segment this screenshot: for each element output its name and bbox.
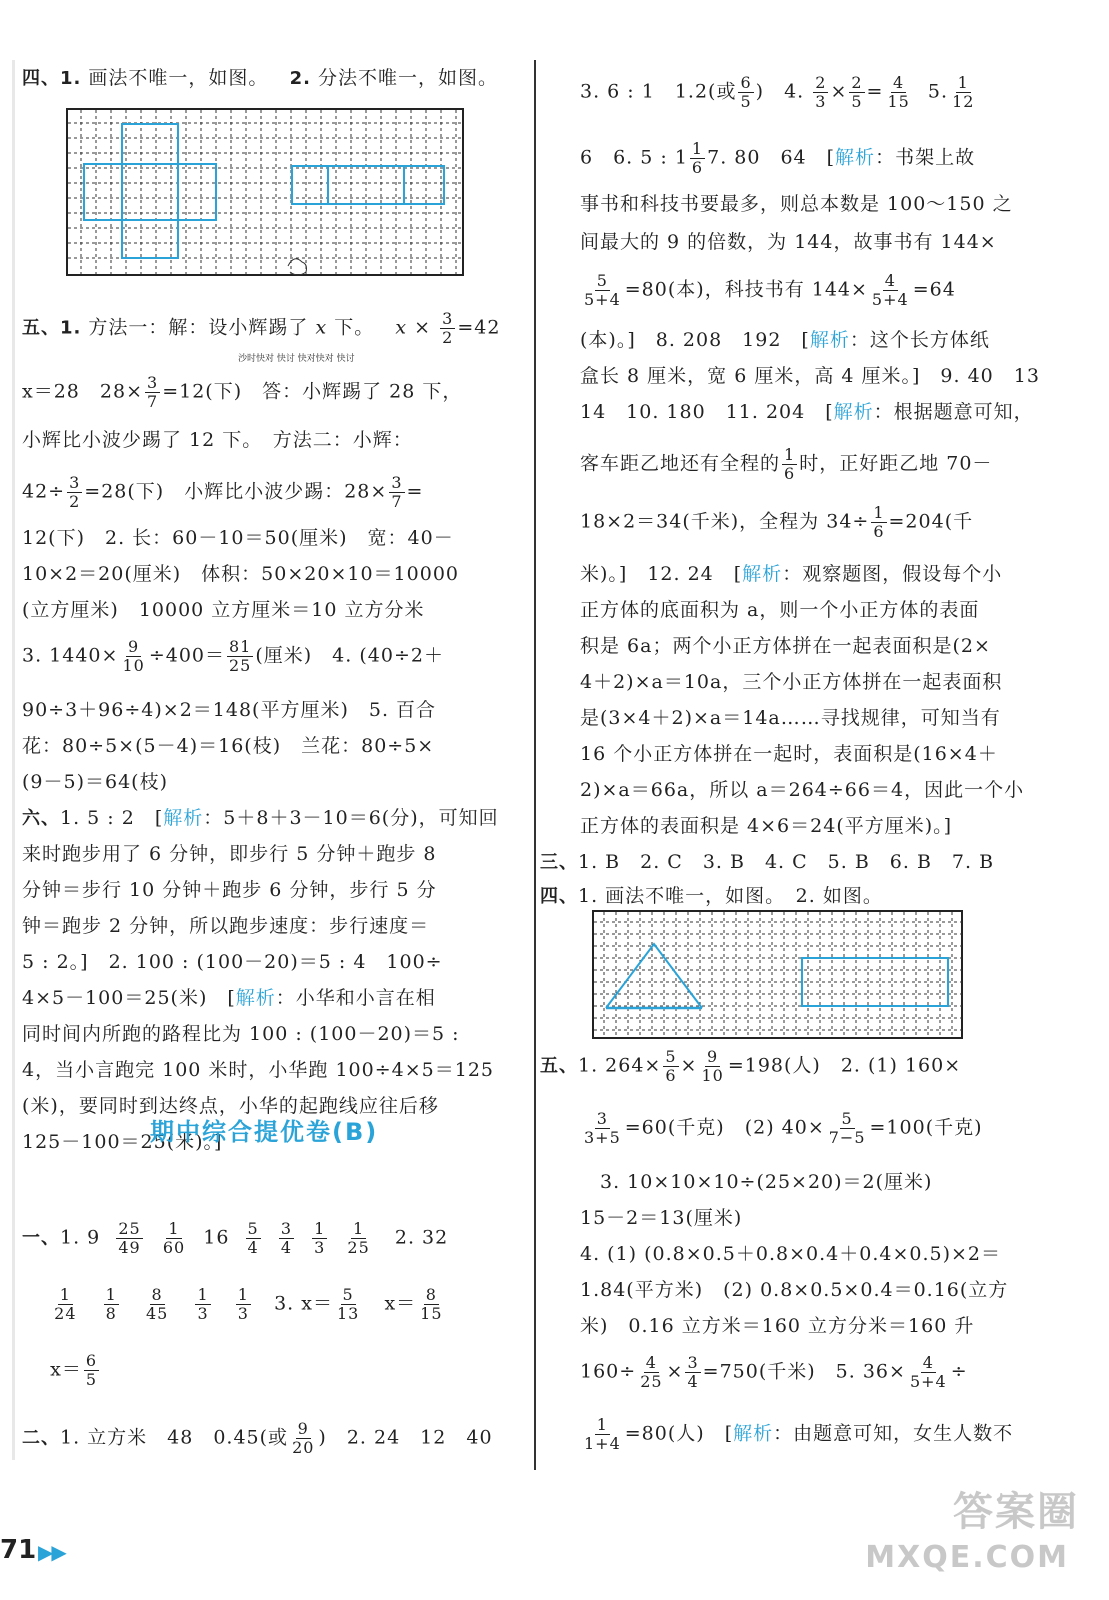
r-line-3: 事书和科技书要最多，则总本数是 100～150 之 (580, 193, 1013, 215)
fraction: $\frac{3}{2}$ (442, 309, 454, 347)
r-line-2: 6 6. 5 : 1 $\frac{1}{6}$ 7. 80 64 [解析：书架上故 (580, 139, 976, 177)
stamp-text: 沙时快对 快讨 快对快对 快讨 (238, 354, 355, 364)
s6-line-5: 5 : 2。] 2. 100 : (100－20)＝5 : 4 100÷ (22, 951, 443, 973)
s6-line-8: 4，当小言跑完 100 米时，小华跑 100÷4×5＝125 (22, 1059, 495, 1081)
section-4-line: 四、1. 画法不唯一，如图。 2. 分法不唯一，如图。 (22, 67, 498, 89)
s5-line-1: 五、1. 方法一：解：设小辉踢了 x 下。 x × $\frac{3}{2}$ =42 (22, 309, 501, 347)
r-line-24: 15－2＝13(厘米) (580, 1207, 743, 1229)
s5-line-11: (9－5)＝64(枝) (22, 771, 169, 793)
r-line-1: 3. 6 : 1 1.2(或 $\frac{6}{5}$ ) 4. $\frac{2}{3}$ × $\frac{2}{5}$ = $\frac{4}{15}$ 5. $\frac{1}{12}$ (580, 73, 975, 111)
r-line-19: 三、1. B 2. C 3. B 4. C 5. B 6. B 7. B (540, 851, 995, 873)
r-line-21: 五、1. 264× $\frac{5}{6}$ × $\frac{9}{10}$ =198(人) 2. (1) 160× (540, 1047, 962, 1085)
s6-line-4: 钟＝跑步 2 分钟，所以跑步速度：步行速度＝ (22, 915, 430, 937)
s6-line-9: (米)，要同时到达终点，小华的起跑线应往后移 (22, 1095, 439, 1117)
s5-line-8: 3. 1440× $\frac{9}{10}$ ÷400＝ $\frac{81}{25}$ (厘米) 4. (40÷2＋ (22, 637, 444, 675)
r-line-5: $\frac{5}{5+4}$ =80(本)，科技书有 144× $\frac{4}{5+4}$ =64 (584, 271, 956, 309)
b1-line-3: x＝ $\frac{6}{5}$ (50, 1351, 98, 1389)
s6-line-2: 来时跑步用了 6 分钟，即步行 5 分钟＋跑步 8 (22, 843, 437, 865)
r-line-13: 积是 6a；两个小正方体拼在一起表面积是(2× (580, 635, 991, 657)
s6-line-1: 六、1. 5 : 2 [解析：5＋8＋3－10＝6(分)，可知回 (22, 807, 499, 829)
section-title: 期中综合提优卷(B) (150, 1118, 379, 1146)
s5-line-9: 90÷3＋96÷4)×2＝148(平方厘米) 5. 百合 (22, 699, 437, 721)
watermark-url: MXQE.COM (865, 1540, 1069, 1575)
left-rect-horizontal (84, 164, 216, 220)
r-line-27: 米) 0.16 立方米＝160 立方分米＝160 升 (580, 1315, 975, 1337)
r-line-9: 客车距乙地还有全程的 $\frac{1}{6}$ 时，正好距乙地 70－ (580, 445, 993, 483)
r-line-12: 正方体的底面积为 a，则一个小正方体的表面 (580, 599, 980, 621)
r-line-28: 160÷ $\frac{4}{25}$ × $\frac{3}{4}$ =750(千米) 5. 36× $\frac{4}{5+4}$ ÷ (580, 1353, 968, 1391)
arrow-icon: ▶▶ (38, 1540, 65, 1564)
r-line-26: 1.84(平方米) (2) 0.8×0.5×0.4＝0.16(立方 (580, 1279, 1009, 1301)
b1-line-2: $\frac{1}{24}$ $\frac{1}{8}$ $\frac{8}{45}$ $\frac{1}{3}$ $\frac{1}{3}$ 3. x＝ $\frac{5}{13}$ x＝ $\frac{8}{15}$ (54, 1285, 443, 1323)
r-line-10: 18×2＝34(千米)，全程为 34÷ $\frac{1}{6}$ =204(千 (580, 503, 974, 541)
r-line-22: $\frac{3}{3+5}$ =60(千克) (2) 40× $\frac{5}{7-5}$ =100(千克) (584, 1109, 983, 1147)
s5-line-4: 42÷ $\frac{3}{2}$ =28(下) 小辉比小波少踢：28× $\frac{3}{7}$ = (22, 473, 424, 511)
s5-line-10: 花：80÷5×(5－4)＝16(枝) 兰花：80÷5× (22, 735, 435, 757)
r-line-15: 是(3×4＋2)×a＝14a……寻找规律，可知当有 (580, 707, 1001, 729)
r-line-11: 米)。] 12. 24 [解析：观察题图，假设每个小 (580, 563, 1003, 585)
page-number: 71 (0, 1535, 37, 1565)
s5-line-2: x＝28 28× $\frac{3}{7}$ =12(下) 答：小辉踢了 28 下， (22, 373, 463, 411)
r-line-16: 16 个小正方体拼在一起时，表面积是(16×4＋ (580, 743, 998, 765)
r-line-20: 四、1. 画法不唯一，如图。 2. 如图。 (540, 885, 883, 907)
r-line-17: 2)×a＝66a，所以 a＝264÷66＝4，因此一个小 (580, 779, 1025, 801)
s6-line-7: 同时间内所跑的路程比为 100 : (100－20)＝5 : (22, 1023, 460, 1045)
grid-figure-right (592, 910, 964, 1040)
s5-line-6: 10×2＝20(厘米) 体积：50×20×10＝10000 (22, 563, 459, 585)
b1-line-1: 一、1. 9 $\frac{25}{49}$ $\frac{1}{60}$ 16 $\frac{5}{4}$ $\frac{3}{4}$ $\frac{1}{3}$ $\frac{1}{25}$ 2. 32 (22, 1219, 449, 1257)
r-line-25: 4. (1) (0.8×0.5＋0.8×0.4＋0.4×0.5)×2＝ (580, 1243, 1002, 1265)
s6-line-6: 4×5－100＝25(米) [解析：小华和小言在相 (22, 987, 436, 1009)
watermark-logo: 答案圈 (953, 1489, 1079, 1535)
s6-line-3: 分钟＝步行 10 分钟＋跑步 6 分钟，步行 5 分 (22, 879, 437, 901)
r-line-6: (本)。] 8. 208 192 [解析：这个长方体纸 (580, 329, 990, 351)
s5-line-7: (立方厘米) 10000 立方厘米＝10 立方分米 (22, 599, 425, 621)
s6-line-10: 125－100＝25(米)。] (22, 1131, 223, 1153)
r-line-14: 4＋2)×a＝10a，三个小正方体拼在一起表面积 (580, 671, 1003, 693)
left-rect-vertical (122, 124, 178, 258)
r-line-29: $\frac{1}{1+4}$ =80(人) [解析：由题意可知，女生人数不 (584, 1415, 1014, 1453)
column-divider (534, 60, 536, 1470)
s5-line-5: 12(下) 2. 长：60－10＝50(厘米) 宽：40－ (22, 527, 454, 549)
r-line-8: 14 10. 180 11. 204 [解析：根据题意可知， (580, 401, 1034, 423)
r-line-4: 间最大的 9 的倍数，为 144，故事书有 144× (580, 231, 997, 253)
s5-line-3: 小辉比小波少踢了 12 下。 方法二：小辉： (22, 429, 413, 451)
b2-line-1: 二、1. 立方米 48 0.45(或 $\frac{9}{20}$ ) 2. 24 12 40 (22, 1419, 493, 1457)
r-line-18: 正方体的表面积是 4×6＝24(平方厘米)。] (580, 815, 953, 837)
margin-mark (12, 60, 15, 1460)
grid-figure-left (66, 108, 466, 278)
r-line-7: 盒长 8 厘米，宽 6 厘米，高 4 厘米。] 9. 40 13 (580, 365, 1040, 387)
r-line-23: 3. 10×10×10÷(25×20)＝2(厘米) (600, 1171, 933, 1193)
